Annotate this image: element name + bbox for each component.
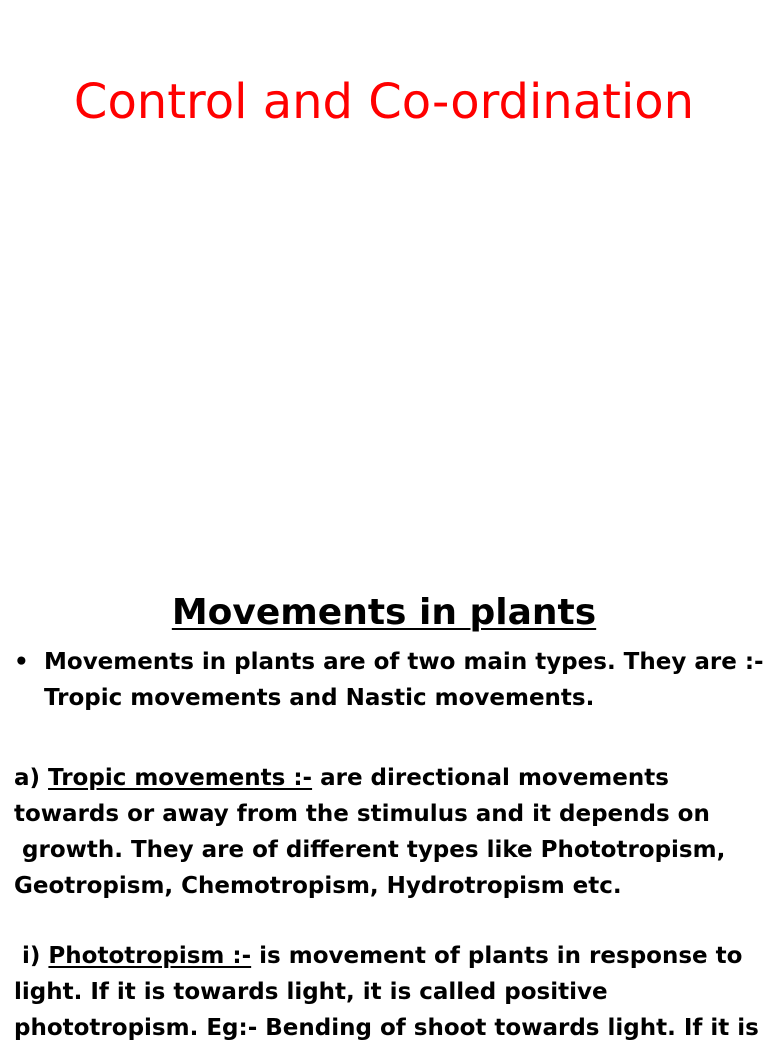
phototropism-line-1-rest: is movement of plants in response to <box>251 943 743 969</box>
bullet-line-1: Movements in plants are of two main types. They are :- <box>44 649 764 675</box>
bullet-line-2: Tropic movements and Nastic movements. <box>44 685 595 711</box>
phototropism-paragraph <box>14 938 774 1046</box>
tropic-line-4: Geotropism, Chemotropism, Hydrotropism etc. <box>14 873 622 899</box>
slide-heading-text: Movements in plants <box>171 592 597 633</box>
tropic-line-3: growth. They are of different types like Phototropism, <box>14 837 726 863</box>
tropic-term: Tropic movements :- <box>48 765 313 791</box>
tropic-prefix: a) <box>14 765 49 791</box>
tropic-line-2: towards or away from the stimulus and it depends on <box>14 801 710 827</box>
phototropism-line-1 <box>14 938 774 974</box>
bullet-list <box>14 644 774 716</box>
tropic-paragraph <box>14 760 774 904</box>
list-item <box>14 644 774 716</box>
slide-heading <box>0 587 768 639</box>
slide-2 <box>0 560 768 1041</box>
phototropism-term: Phototropism :- <box>48 943 252 969</box>
slide-title: Control and Co-ordination <box>73 74 695 130</box>
tropic-line-1-rest: are directional movements <box>312 765 669 791</box>
phototropism-line-3: phototropism. Eg:- Bending of shoot towards light. If it is <box>14 1015 759 1041</box>
tropic-line-1 <box>14 760 774 796</box>
bullet-icon: • <box>14 649 29 675</box>
phototropism-prefix: i) <box>14 943 49 969</box>
phototropism-line-2: light. If it is towards light, it is called positive <box>14 979 608 1005</box>
